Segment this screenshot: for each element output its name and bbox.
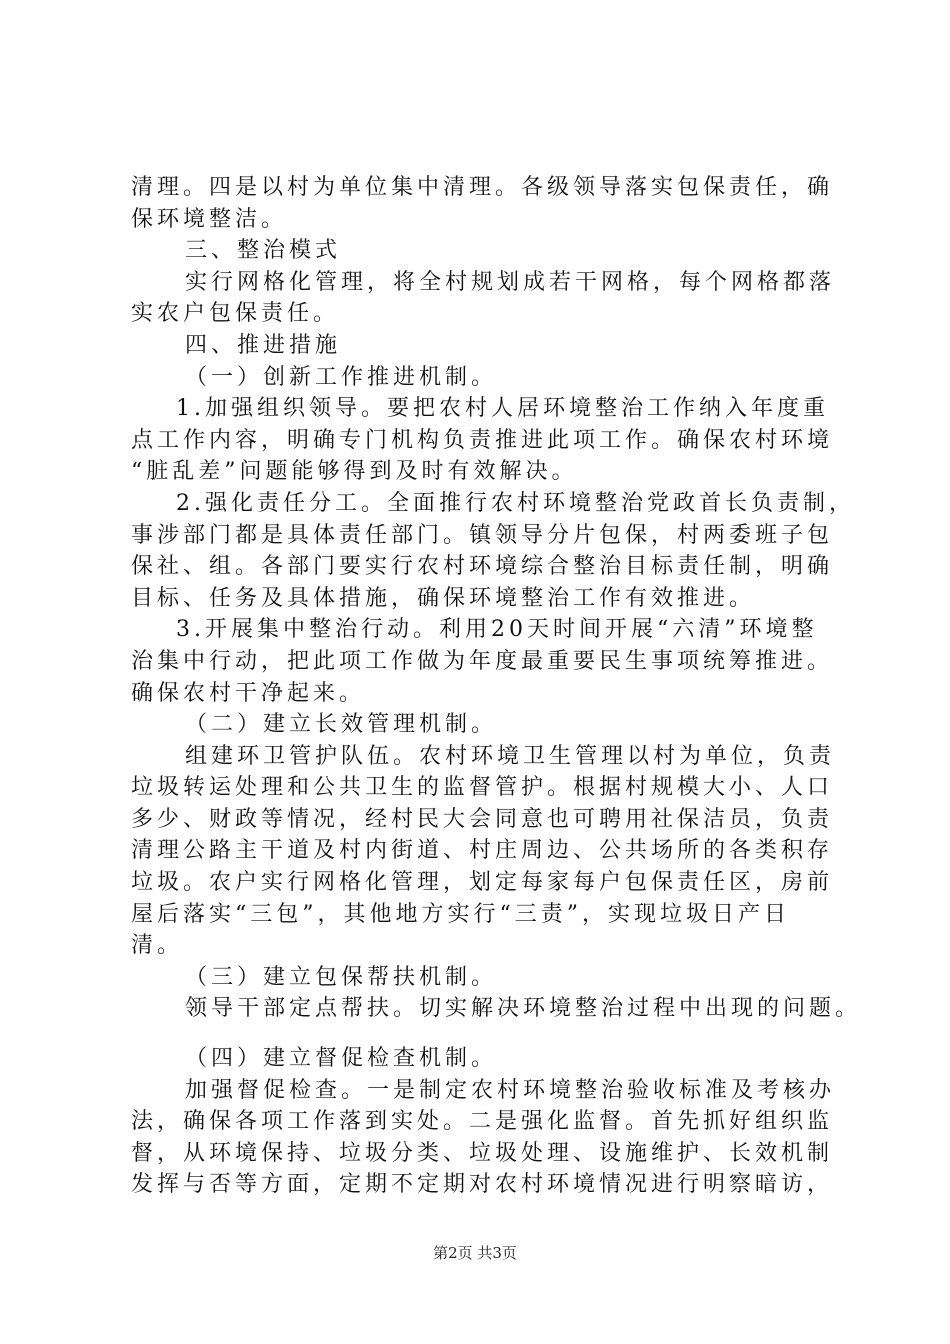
subsection-heading: （一）创新工作推进机制。 (185, 364, 498, 390)
paragraph-line: 清理公路主干道及村内街道、村庄周边、公共场所的各类积存 (131, 838, 834, 864)
paragraph-line: 2.强化责任分工。全面推行农村环境整治党政首长负责制， (176, 490, 855, 516)
paragraph-line: 垃圾。农户实行网格化管理，划定每家每户包保责任区，房前 (131, 870, 834, 896)
paragraph-line: 清理。四是以村为单位集中清理。各级领导落实包保责任，确 (131, 175, 834, 200)
paragraph-line: 实行网格化管理，将全村规划成若干网格，每个网格都落 (185, 269, 836, 295)
paragraph-line: 保社、组。各部门要实行农村环境综合整治目标责任制，明确 (131, 554, 834, 580)
paragraph-line: 领导干部定点帮扶。切实解决环境整治过程中出现的问题。 (185, 996, 862, 1022)
paragraph-line: 清。 (131, 933, 184, 959)
paragraph-line: 治集中行动，把此项工作做为年度最重要民生事项统筹推进。 (131, 648, 834, 674)
paragraph-line: 垃圾转运处理和公共卫生的监督管护。根据村规模大小、人口 (131, 775, 834, 801)
subsection-heading: （四）建立督促检查机制。 (185, 1046, 498, 1072)
paragraph-line: 3.开展集中整治行动。利用20天时间开展“六清”环境整 (176, 617, 818, 643)
paragraph-line: “脏乱差”问题能够得到及时有效解决。 (131, 459, 578, 485)
paragraph-line: 目标、任务及具体措施，确保环境整治工作有效推进。 (131, 585, 756, 611)
subsection-heading: （三）建立包保帮扶机制。 (185, 964, 498, 990)
paragraph-line: 1.加强组织领导。要把农村人居环境整治工作纳入年度重 (176, 396, 829, 422)
paragraph-line: 加强督促检查。一是制定农村环境整治验收标准及考核办 (185, 1077, 836, 1103)
paragraph-line: 督，从环境保持、垃圾分类、垃圾处理、设施维护、长效机制 (131, 1140, 834, 1166)
paragraph-line: 确保农村干净起来。 (131, 680, 366, 706)
paragraph-line: 屋后落实“三包”，其他地方实行“三责”，实现垃圾日产日 (131, 901, 790, 927)
paragraph-line: 事涉部门都是具体责任部门。镇领导分片包保，村两委班子包 (131, 522, 834, 548)
section-heading: 三、整治模式 (185, 238, 342, 264)
subsection-heading: （二）建立长效管理机制。 (185, 712, 498, 738)
paragraph-line: 组建环卫管护队伍。农村环境卫生管理以村为单位，负责 (185, 743, 836, 769)
blank-line (131, 1025, 831, 1043)
section-heading: 四、推进措施 (185, 332, 342, 358)
paragraph-line: 实农户包保责任。 (131, 301, 340, 327)
paragraph-line: 点工作内容，明确专门机构负责推进此项工作。确保农村环境 (131, 427, 834, 453)
document-body (131, 172, 862, 1201)
page-number-footer: 第2页 共3页 (433, 1244, 517, 1262)
paragraph-line: 法，确保各项工作落到实处。二是强化监督。首先抓好组织监 (131, 1109, 834, 1135)
paragraph-line: 多少、财政等情况，经村民大会同意也可聘用社保洁员，负责 (131, 806, 834, 832)
paragraph-line: 发挥与否等方面，定期不定期对农村环境情况进行明察暗访， (131, 1172, 834, 1198)
paragraph-line: 保环境整洁。 (131, 206, 288, 232)
